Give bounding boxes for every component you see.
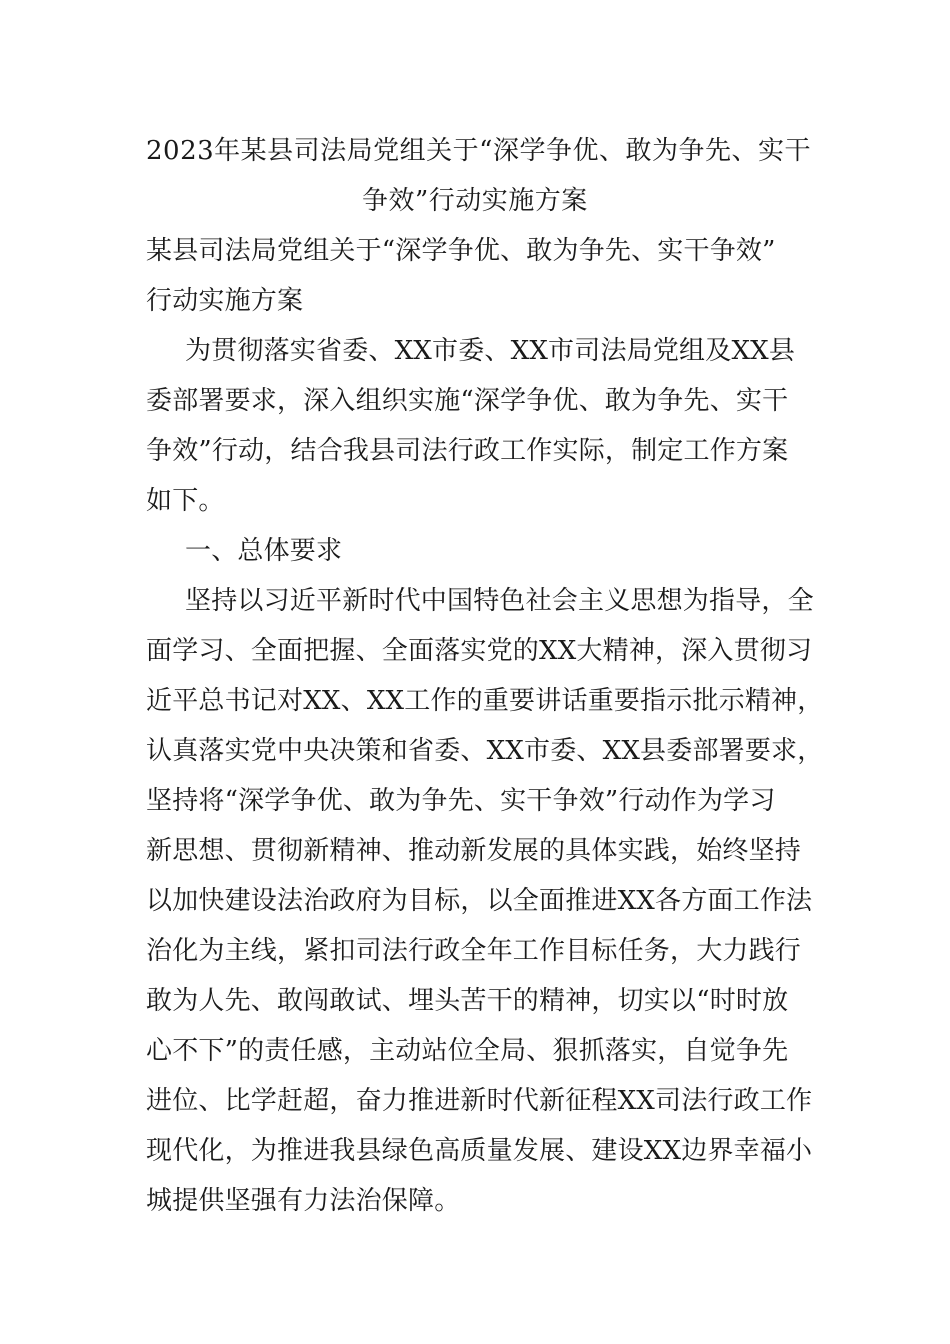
body-line-11: 进位、比学赶超，奋力推进新时代新征程XX司法行政工作	[146, 1086, 813, 1116]
intro-line-3: 争效”行动，结合我县司法行政工作实际，制定工作方案	[146, 436, 789, 466]
body-line-9: 敢为人先、敢闯敢试、埋头苦干的精神，切实以“时时放	[146, 986, 789, 1016]
subtitle-line-1: 某县司法局党组关于“深学争优、敢为争先、实干争效”	[146, 236, 776, 266]
body-line-6: 新思想、贯彻新精神、推动新发展的具体实践，始终坚持	[146, 836, 802, 866]
intro-line-1: 为贯彻落实省委、XX市委、XX市司法局党组及XX县	[185, 336, 796, 366]
body-line-8: 治化为主线，紧扣司法行政全年工作目标任务，大力践行	[146, 936, 802, 966]
body-line-12: 现代化，为推进我县绿色高质量发展、建设XX边界幸福小	[146, 1136, 813, 1166]
document-title-line-1: 2023年某县司法局党组关于“深学争优、敢为争先、实干	[146, 136, 811, 166]
body-line-5: 坚持将“深学争优、敢为争先、实干争效”行动作为学习	[146, 786, 776, 816]
body-line-2: 面学习、全面把握、全面落实党的XX大精神，深入贯彻习	[146, 636, 813, 666]
body-line-4: 认真落实党中央决策和省委、XX市委、XX县委部署要求，	[146, 736, 824, 766]
intro-line-2: 委部署要求，深入组织实施“深学争优、敢为争先、实干	[146, 386, 789, 416]
body-line-1: 坚持以习近平新时代中国特色社会主义思想为指导，全	[185, 586, 814, 616]
body-line-3: 近平总书记对XX、XX工作的重要讲话重要指示批示精神，	[146, 686, 824, 716]
body-line-13: 城提供坚强有力法治保障。	[146, 1186, 461, 1216]
body-line-10: 心不下”的责任感，主动站位全局、狠抓落实，自觉争先	[146, 1036, 789, 1066]
document-title-line-2: 争效”行动实施方案	[362, 186, 588, 216]
body-line-7: 以加快建设法治政府为目标，以全面推进XX各方面工作法	[146, 886, 813, 916]
section-heading: 一、总体要求	[185, 536, 343, 566]
intro-line-4: 如下。	[146, 486, 225, 516]
subtitle-line-2: 行动实施方案	[146, 286, 304, 316]
